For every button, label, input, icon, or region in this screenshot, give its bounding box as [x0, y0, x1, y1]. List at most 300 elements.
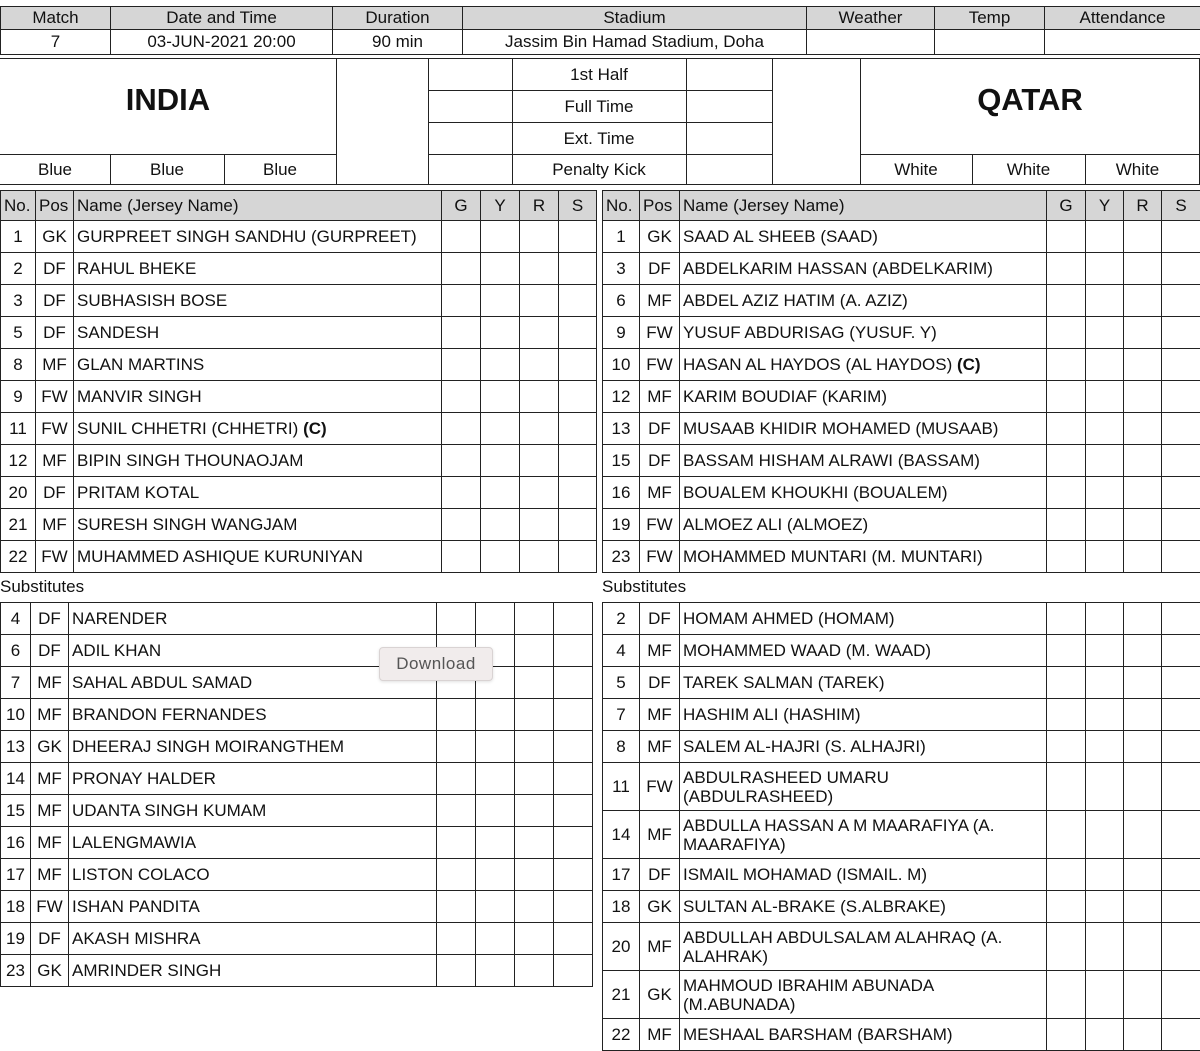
- player-name-cell: [680, 477, 1047, 509]
- player-name: ALMOEZ ALI (ALMOEZ): [683, 515, 868, 534]
- red-card-cell: [515, 923, 554, 955]
- player-name: GURPREET SINGH SANDHU (GURPREET): [77, 227, 417, 246]
- player-row: [1, 603, 593, 635]
- yellow-card-cell: [1086, 971, 1124, 1019]
- player-name: NARENDER: [72, 609, 167, 628]
- player-name: ABDULRASHEED UMARU (ABDULRASHEED): [683, 768, 889, 806]
- player-name-cell: [680, 971, 1047, 1019]
- player-number: 9: [603, 317, 640, 349]
- match-info-value-row: [1, 30, 1200, 55]
- player-name: ABDEL AZIZ HATIM (A. AZIZ): [683, 291, 908, 310]
- yellow-card-cell: [1086, 285, 1124, 317]
- yellow-card-cell: [481, 413, 520, 445]
- home-team-name: INDIA: [0, 82, 336, 118]
- red-card-cell: [515, 635, 554, 667]
- goals-cell: [437, 731, 476, 763]
- player-name-cell: [69, 603, 437, 635]
- yellow-card-cell: [1086, 731, 1124, 763]
- player-row: [603, 603, 1200, 635]
- player-number: 1: [1, 221, 36, 253]
- goals-cell: [442, 317, 481, 349]
- player-number: 9: [1, 381, 36, 413]
- player-number: 15: [1, 795, 31, 827]
- away-team-name: QATAR: [860, 82, 1200, 118]
- player-position: GK: [640, 891, 680, 923]
- player-number: 19: [1, 923, 31, 955]
- divider: [686, 58, 687, 184]
- red-card-cell: [1124, 971, 1162, 1019]
- yellow-card-cell: [476, 731, 515, 763]
- player-name: KARIM BOUDIAF (KARIM): [683, 387, 887, 406]
- goals-cell: [1047, 285, 1086, 317]
- home-substitutes-table: [0, 602, 593, 987]
- goals-cell: [1047, 699, 1086, 731]
- substitution-cell: [554, 731, 593, 763]
- player-row: [1, 635, 593, 667]
- player-number: 10: [1, 699, 31, 731]
- away-substitutes-label: Substitutes: [602, 577, 686, 597]
- divider: [428, 90, 772, 91]
- player-name-cell: [74, 381, 442, 413]
- temp-header: Temp: [935, 7, 1045, 30]
- goals-cell: [1047, 381, 1086, 413]
- divider: [860, 154, 1200, 155]
- player-name: ADIL KHAN: [72, 641, 161, 660]
- goals-cell: [442, 445, 481, 477]
- player-position: MF: [640, 923, 680, 971]
- substitution-cell: [1162, 317, 1200, 349]
- player-position: GK: [36, 221, 74, 253]
- goals-cell: [437, 763, 476, 795]
- player-row: [1, 221, 597, 253]
- player-position: MF: [36, 445, 74, 477]
- yellow-card-cell: [1086, 317, 1124, 349]
- pos-header: Pos: [640, 191, 680, 221]
- player-name: YUSUF ABDURISAG (YUSUF. Y): [683, 323, 937, 342]
- player-name: DHEERAJ SINGH MOIRANGTHEM: [72, 737, 344, 756]
- substitution-cell: [559, 477, 597, 509]
- player-name-cell: [680, 381, 1047, 413]
- yellow-card-cell: [1086, 381, 1124, 413]
- player-name-cell: [680, 731, 1047, 763]
- player-row: [1, 509, 597, 541]
- player-position: MF: [31, 763, 69, 795]
- red-card-cell: [1124, 603, 1162, 635]
- divider: [772, 58, 773, 184]
- substitution-cell: [554, 827, 593, 859]
- player-row: [1, 253, 597, 285]
- red-card-cell: [515, 731, 554, 763]
- yellow-card-cell: [1086, 923, 1124, 971]
- player-name: SURESH SINGH WANGJAM: [77, 515, 297, 534]
- player-row: [603, 509, 1200, 541]
- player-name: SALEM AL-HAJRI (S. ALHAJRI): [683, 737, 926, 756]
- player-row: [603, 541, 1200, 573]
- goals-cell: [442, 349, 481, 381]
- player-position: MF: [36, 509, 74, 541]
- home-kit-socks: Blue: [224, 160, 336, 180]
- player-position: MF: [640, 285, 680, 317]
- player-number: 7: [1, 667, 31, 699]
- red-card-cell: [1124, 635, 1162, 667]
- stadium-header: Stadium: [463, 7, 807, 30]
- goals-cell: [442, 221, 481, 253]
- period-full-time: Full Time: [512, 97, 686, 117]
- player-position: DF: [31, 603, 69, 635]
- divider: [428, 154, 772, 155]
- player-row: [603, 317, 1200, 349]
- player-number: 7: [603, 699, 640, 731]
- yellow-card-cell: [1086, 699, 1124, 731]
- player-name: BRANDON FERNANDES: [72, 705, 267, 724]
- goals-cell: [442, 285, 481, 317]
- captain-mark: (C): [303, 419, 327, 438]
- substitution-cell: [559, 317, 597, 349]
- player-row: [1, 795, 593, 827]
- player-name-cell: [680, 603, 1047, 635]
- goals-cell: [1047, 923, 1086, 971]
- player-number: 13: [1, 731, 31, 763]
- player-name: LISTON COLACO: [72, 865, 210, 884]
- captain-mark: (C): [957, 355, 981, 374]
- player-position: DF: [640, 859, 680, 891]
- player-position: MF: [640, 699, 680, 731]
- player-name: ABDULLAH ABDULSALAM ALAHRAQ (A. ALAHRAK): [683, 928, 1002, 966]
- player-name: AMRINDER SINGH: [72, 961, 221, 980]
- red-card-cell: [515, 891, 554, 923]
- goals-header: G: [1047, 191, 1086, 221]
- divider: [336, 58, 337, 184]
- name-header: Name (Jersey Name): [680, 191, 1047, 221]
- goals-cell: [1047, 253, 1086, 285]
- player-name-cell: [680, 349, 1047, 381]
- player-position: MF: [31, 859, 69, 891]
- substitution-cell: [559, 413, 597, 445]
- player-position: DF: [640, 413, 680, 445]
- player-row: [603, 891, 1200, 923]
- player-position: FW: [640, 541, 680, 573]
- player-row: [603, 699, 1200, 731]
- yellow-card-cell: [1086, 221, 1124, 253]
- weather-header: Weather: [807, 7, 935, 30]
- goals-cell: [1047, 445, 1086, 477]
- player-position: MF: [640, 1019, 680, 1051]
- goals-cell: [1047, 635, 1086, 667]
- yellow-card-cell: [1086, 445, 1124, 477]
- red-card-cell: [520, 509, 559, 541]
- substitution-cell: [554, 699, 593, 731]
- yellow-card-cell: [481, 541, 520, 573]
- player-position: GK: [31, 731, 69, 763]
- player-name-cell: [680, 891, 1047, 923]
- player-row: [603, 477, 1200, 509]
- player-number: 6: [1, 635, 31, 667]
- player-position: DF: [31, 923, 69, 955]
- red-header: R: [520, 191, 559, 221]
- player-position: MF: [640, 381, 680, 413]
- player-position: GK: [640, 221, 680, 253]
- player-name-cell: [69, 859, 437, 891]
- red-card-cell: [520, 221, 559, 253]
- substitution-cell: [559, 285, 597, 317]
- player-name-cell: [680, 221, 1047, 253]
- goals-cell: [437, 891, 476, 923]
- player-row: [1, 349, 597, 381]
- substitution-cell: [1162, 811, 1200, 859]
- team-header-block: [0, 58, 1200, 186]
- substitution-cell: [1162, 763, 1200, 811]
- player-number: 5: [603, 667, 640, 699]
- player-row: [603, 763, 1200, 811]
- player-name-cell: [680, 811, 1047, 859]
- substitution-cell: [1162, 221, 1200, 253]
- player-row: [1, 381, 597, 413]
- red-card-cell: [1124, 349, 1162, 381]
- player-name: MUSAAB KHIDIR MOHAMED (MUSAAB): [683, 419, 998, 438]
- player-row: [1, 541, 597, 573]
- player-name-cell: [69, 731, 437, 763]
- goals-cell: [1047, 811, 1086, 859]
- yellow-card-cell: [476, 795, 515, 827]
- player-position: MF: [640, 635, 680, 667]
- player-name: ISHAN PANDITA: [72, 897, 200, 916]
- player-row: [603, 811, 1200, 859]
- player-position: FW: [640, 763, 680, 811]
- player-number: 23: [1, 955, 31, 987]
- player-position: FW: [640, 317, 680, 349]
- player-name-cell: [69, 795, 437, 827]
- player-name-cell: [74, 285, 442, 317]
- player-row: [603, 667, 1200, 699]
- player-number: 2: [603, 603, 640, 635]
- red-card-cell: [1124, 477, 1162, 509]
- player-name-cell: [74, 317, 442, 349]
- substitution-cell: [1162, 285, 1200, 317]
- player-position: MF: [640, 477, 680, 509]
- substitution-cell: [554, 667, 593, 699]
- goals-cell: [1047, 317, 1086, 349]
- player-row: [1, 923, 593, 955]
- player-number: 5: [1, 317, 36, 349]
- red-card-cell: [515, 763, 554, 795]
- goals-cell: [1047, 667, 1086, 699]
- player-row: [1, 891, 593, 923]
- player-name-cell: [74, 349, 442, 381]
- player-position: DF: [31, 635, 69, 667]
- red-card-cell: [1124, 811, 1162, 859]
- player-name-cell: [74, 253, 442, 285]
- download-button[interactable]: Download: [379, 647, 493, 681]
- yellow-card-cell: [481, 445, 520, 477]
- yellow-card-cell: [476, 891, 515, 923]
- player-row: [1, 699, 593, 731]
- yellow-card-cell: [481, 349, 520, 381]
- player-name-cell: [680, 253, 1047, 285]
- player-row: [603, 285, 1200, 317]
- goals-cell: [437, 795, 476, 827]
- yellow-card-cell: [1086, 891, 1124, 923]
- match-stadium: Jassim Bin Hamad Stadium, Doha: [463, 30, 807, 55]
- player-position: FW: [640, 349, 680, 381]
- substitution-cell: [1162, 413, 1200, 445]
- red-card-cell: [1124, 859, 1162, 891]
- yellow-card-cell: [476, 603, 515, 635]
- substitution-cell: [559, 445, 597, 477]
- yellow-card-cell: [481, 317, 520, 349]
- player-name: MESHAAL BARSHAM (BARSHAM): [683, 1025, 953, 1044]
- substitution-cell: [559, 221, 597, 253]
- divider: [428, 122, 772, 123]
- player-row: [1, 317, 597, 349]
- player-number: 20: [1, 477, 36, 509]
- player-name-cell: [74, 541, 442, 573]
- player-row: [1, 667, 593, 699]
- player-position: FW: [640, 509, 680, 541]
- player-name: BASSAM HISHAM ALRAWI (BASSAM): [683, 451, 980, 470]
- player-name-cell: [680, 445, 1047, 477]
- substitution-cell: [1162, 699, 1200, 731]
- player-name-cell: [680, 923, 1047, 971]
- match-duration: 90 min: [333, 30, 463, 55]
- player-row: [603, 413, 1200, 445]
- substitution-cell: [554, 635, 593, 667]
- goals-cell: [1047, 603, 1086, 635]
- yellow-card-cell: [481, 477, 520, 509]
- pos-header: Pos: [36, 191, 74, 221]
- player-name: UDANTA SINGH KUMAM: [72, 801, 266, 820]
- player-name: SAAD AL SHEEB (SAAD): [683, 227, 878, 246]
- player-name-cell: [69, 763, 437, 795]
- player-name: HASAN AL HAYDOS (AL HAYDOS): [683, 355, 952, 374]
- player-name: RAHUL BHEKE: [77, 259, 196, 278]
- player-position: DF: [640, 603, 680, 635]
- player-name-cell: [680, 667, 1047, 699]
- red-card-cell: [1124, 413, 1162, 445]
- red-card-cell: [1124, 541, 1162, 573]
- yellow-header: Y: [481, 191, 520, 221]
- red-card-cell: [1124, 445, 1162, 477]
- match-number: 7: [1, 30, 111, 55]
- goals-cell: [437, 603, 476, 635]
- player-number: 2: [1, 253, 36, 285]
- player-name-cell: [74, 221, 442, 253]
- player-name: MOHAMMED WAAD (M. WAAD): [683, 641, 931, 660]
- goals-cell: [437, 827, 476, 859]
- player-name: MOHAMMED MUNTARI (M. MUNTARI): [683, 547, 983, 566]
- yellow-card-cell: [476, 763, 515, 795]
- player-row: [603, 445, 1200, 477]
- yellow-card-cell: [481, 381, 520, 413]
- player-row: [1, 827, 593, 859]
- red-card-cell: [1124, 253, 1162, 285]
- goals-cell: [1047, 731, 1086, 763]
- red-card-cell: [515, 795, 554, 827]
- red-card-cell: [520, 413, 559, 445]
- divider: [0, 154, 336, 155]
- yellow-card-cell: [1086, 763, 1124, 811]
- player-name-cell: [680, 317, 1047, 349]
- player-number: 8: [603, 731, 640, 763]
- red-card-cell: [1124, 221, 1162, 253]
- player-name: MAHMOUD IBRAHIM ABUNADA (M.ABUNADA): [683, 976, 933, 1014]
- player-name-cell: [680, 763, 1047, 811]
- player-name: PRITAM KOTAL: [77, 483, 199, 502]
- substitution-cell: [559, 381, 597, 413]
- player-name-cell: [680, 541, 1047, 573]
- player-name-cell: [74, 509, 442, 541]
- away-substitutes-table: [602, 602, 1200, 1051]
- player-row: [1, 763, 593, 795]
- goals-cell: [442, 253, 481, 285]
- player-name: SANDESH: [77, 323, 159, 342]
- match-info-header-row: [1, 7, 1200, 30]
- player-row: [603, 253, 1200, 285]
- player-name-cell: [680, 859, 1047, 891]
- goals-cell: [1047, 221, 1086, 253]
- player-name: AKASH MISHRA: [72, 929, 200, 948]
- red-card-cell: [1124, 317, 1162, 349]
- goals-cell: [1047, 763, 1086, 811]
- red-header: R: [1124, 191, 1162, 221]
- player-name-cell: [69, 923, 437, 955]
- player-name: HOMAM AHMED (HOMAM): [683, 609, 895, 628]
- red-card-cell: [515, 667, 554, 699]
- player-position: GK: [640, 971, 680, 1019]
- away-kit-shirt: White: [860, 160, 972, 180]
- duration-header: Duration: [333, 7, 463, 30]
- player-number: 17: [1, 859, 31, 891]
- player-row: [603, 971, 1200, 1019]
- goals-cell: [437, 859, 476, 891]
- home-kit-shirt: Blue: [0, 160, 110, 180]
- period-first-half: 1st Half: [512, 65, 686, 85]
- player-position: FW: [31, 891, 69, 923]
- player-position: MF: [31, 795, 69, 827]
- goals-cell: [1047, 891, 1086, 923]
- player-position: MF: [31, 827, 69, 859]
- goals-cell: [442, 477, 481, 509]
- goals-cell: [442, 509, 481, 541]
- player-name-cell: [680, 635, 1047, 667]
- goals-cell: [437, 923, 476, 955]
- goals-cell: [1047, 349, 1086, 381]
- substitution-cell: [1162, 541, 1200, 573]
- player-name: MUHAMMED ASHIQUE KURUNIYAN: [77, 547, 363, 566]
- player-position: DF: [36, 317, 74, 349]
- player-position: MF: [640, 731, 680, 763]
- yellow-card-cell: [481, 253, 520, 285]
- player-name: TAREK SALMAN (TAREK): [683, 673, 885, 692]
- player-name: LALENGMAWIA: [72, 833, 196, 852]
- player-number: 14: [1, 763, 31, 795]
- home-kit-shorts: Blue: [110, 160, 224, 180]
- player-name-cell: [69, 891, 437, 923]
- no-header: No.: [603, 191, 640, 221]
- yellow-card-cell: [476, 955, 515, 987]
- player-position: GK: [31, 955, 69, 987]
- player-number: 21: [603, 971, 640, 1019]
- substitution-cell: [1162, 477, 1200, 509]
- player-name: PRONAY HALDER: [72, 769, 216, 788]
- yellow-card-cell: [1086, 811, 1124, 859]
- player-position: DF: [640, 667, 680, 699]
- yellow-card-cell: [476, 699, 515, 731]
- red-card-cell: [520, 253, 559, 285]
- player-name-cell: [74, 445, 442, 477]
- player-number: 13: [603, 413, 640, 445]
- player-name-cell: [680, 413, 1047, 445]
- player-number: 11: [1, 413, 36, 445]
